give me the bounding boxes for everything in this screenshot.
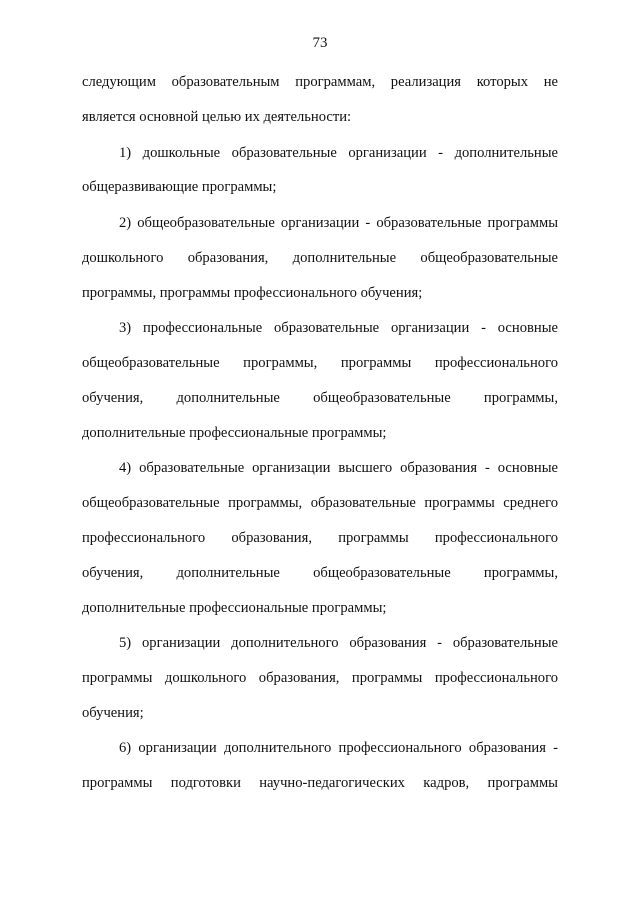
text-line-11: дополнительные профессиональные программы; [82,425,387,441]
text-line-20: 6) организации дополнительного профессионального образования - [119,740,558,756]
text-line-13: общеобразовательные программы, образовательные программы среднего [82,495,558,511]
text-line-14: профессионального образования, программы профессионального [82,530,558,546]
text-line-4: общеразвивающие программы; [82,179,277,195]
text-line-12: 4) образовательные организации высшего образования - основные [119,460,558,476]
page-number: 73 [312,35,328,51]
text-line-17: 5) организации дополнительного образования - образовательные [119,635,558,651]
text-line-1: следующим образовательным программам, реализация которых не [82,74,558,90]
text-line-6: дошкольного образования, дополнительные общеобразовательные [82,250,558,266]
text-line-10: обучения, дополнительные общеобразовательные программы, [82,390,558,406]
text-line-2: является основной целью их деятельности: [82,109,352,125]
text-line-9: общеобразовательные программы, программы профессионального [82,355,558,371]
text-line-15: обучения, дополнительные общеобразовательные программы, [82,565,558,581]
text-line-19: обучения; [82,705,144,721]
text-line-3: 1) дошкольные образовательные организации - дополнительные [119,145,558,161]
text-line-16: дополнительные профессиональные программы; [82,600,387,616]
text-line-5: 2) общеобразовательные организации - образовательные программы [119,215,558,231]
text-line-21: программы подготовки научно-педагогических кадров, программы [82,775,558,791]
text-line-8: 3) профессиональные образовательные организации - основные [119,320,558,336]
text-line-18: программы дошкольного образования, программы профессионального [82,670,558,686]
text-line-7: программы, программы профессионального обучения; [82,285,423,301]
